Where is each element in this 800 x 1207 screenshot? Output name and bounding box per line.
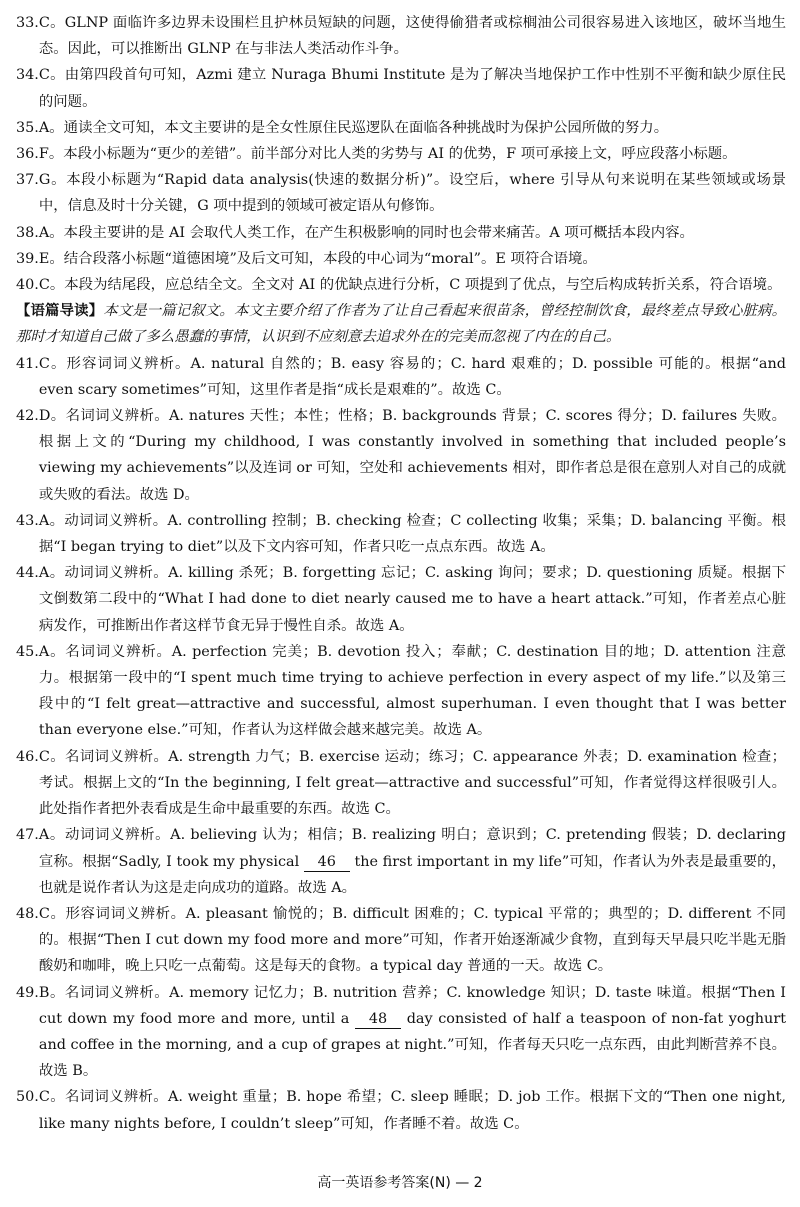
item-number: 40.	[16, 277, 39, 294]
item-number: 45.	[16, 643, 39, 660]
answer-item-42	[16, 403, 786, 508]
item-number: 48.	[16, 905, 39, 922]
page-footer: 高一英语参考答案(N) — 2	[317, 1175, 483, 1191]
answer-item-36	[16, 141, 786, 167]
item-number: 43.	[16, 512, 39, 529]
answer-item-48	[16, 901, 786, 980]
answer-item-41	[16, 351, 786, 403]
answer-item-44	[16, 560, 786, 639]
item-text-after-blank: the first important in my life”可知，作者认为外表是最重要的，也就是说作者认为这是走向成功的道路。故选 A。	[38, 853, 786, 896]
item-number: 35.	[16, 119, 39, 136]
blank-46: 46	[304, 853, 350, 872]
item-text: C。名词词义辨析。A. strength 力气；B. exercise 运动；练习；C. appearance 外表；D. examination 检查；考试。根据上文的“In the beginning, I felt great—attractive and successful”可知，作者觉得这样很吸引人。此处指作者把外表看成是生命中最重要的东西。故选 C。	[38, 748, 786, 818]
item-number: 47.	[16, 827, 39, 844]
item-text: E。结合段落小标题“道德困境”及后文可知，本段的中心词为“moral”。E 项符合语境。	[38, 250, 597, 267]
item-text: C。形容词词义辨析。A. natural 自然的；B. easy 容易的；C. hard 艰难的；D. possible 可能的。根据“and even scary sometimes”可知，这里作者是指“成长是艰难的”。故选 C。	[38, 355, 786, 398]
item-text: A。动词词义辨析。A. controlling 控制；B. checking 检查；C collecting 收集；采集；D. balancing 平衡。根据“I began trying to diet”以及下文内容可知，作者只吃一点点东西。故选 A。	[38, 512, 786, 556]
item-text: G。本段小标题为“Rapid data analysis(快速的数据分析)”。设空后，where 引导从句来说明在某些领域或场景中，信息及时十分关键，G 项中提到的领域可被定语从句修饰。	[38, 172, 786, 215]
answer-item-34	[16, 62, 786, 114]
item-number: 36.	[16, 146, 39, 163]
answer-item-35	[16, 115, 786, 141]
item-text: C。本段为结尾段，应总结全文。全文对 AI 的优缺点进行分析，C 项提到了优点，与空后构成转折关系，符合语境。	[38, 277, 782, 294]
answer-item-38	[16, 220, 786, 246]
answer-item-40	[16, 272, 786, 298]
item-text-before-blank: B。名词词义辨析。A. memory 记忆力；B. nutrition 营养；C. knowledge 知识；D. taste 味道。根据“Then I cut down my food more and more, until a	[38, 984, 786, 1027]
item-number: 38.	[16, 224, 39, 241]
item-text: A。通读全文可知，本文主要讲的是全女性原住民巡逻队在面临各种挑战时为保护公园所做的努力。	[38, 119, 669, 136]
item-text-after-blank: day consisted of half a teaspoon of non-fat yoghurt and coffee in the morning, and a cup of grapes at night.”可知，作者每天只吃一点东西，由此判断营养不良。故选 B。	[38, 1010, 786, 1080]
answer-item-47	[16, 822, 786, 901]
passage-guide	[16, 298, 786, 350]
answer-document	[16, 10, 786, 1137]
item-text: C。名词词义辨析。A. weight 重量；B. hope 希望；C. sleep 睡眠；D. job 工作。根据下文的“Then one night, like many nights before, I couldn’t sleep”可知，作者睡不着。故选 C。	[38, 1089, 786, 1132]
item-text: C。GLNP 面临许多边界未设围栏且护林员短缺的问题，这使得偷猎者或棕榈油公司很容易进入该地区，破坏当地生态。因此，可以推断出 GLNP 在与非法人类活动作斗争。	[38, 15, 786, 58]
item-text: C。由第四段首句可知，Azmi 建立 Nuraga Bhumi Institute 是为了解决当地保护工作中性别不平衡和缺少原住民的问题。	[38, 67, 786, 110]
answer-item-37	[16, 167, 786, 219]
item-text-before-blank: A。动词词义辨析。A. believing 认为；相信；B. realizing 明白；意识到；C. pretending 假装；D. declaring 宣称。根据“Sadly, I took my physical	[38, 827, 786, 870]
item-number: 41.	[16, 355, 39, 372]
item-text: D。名词词义辨析。A. natures 天性；本性；性格；B. backgrounds 背景；C. scores 得分；D. failures 失败。根据上文的“During my childhood, I was constantly involved in something that included people’s viewing my achievements”以及连词 or 可知，空处和 achievements 相对，即作者总是很在意别人对自己的成就或失败的看法。故选 D。	[38, 408, 786, 503]
item-text: A。名词词义辨析。A. perfection 完美；B. devotion 投入；奉献；C. destination 目的地；D. attention 注意力。根据第一段中的“I spent much time trying to achieve perfection in every aspect of my life.”以及第三段中的“I felt great—attractive and successful, almost superhuman. I even thought that I was better than everyone else.”可知，作者认为这样做会越来越完美。故选 A。	[38, 643, 786, 739]
blank-48: 48	[355, 1010, 401, 1029]
answer-item-45	[16, 639, 786, 744]
guide-tag: 【语篇导读】	[16, 303, 104, 320]
item-text: A。动词词义辨析。A. killing 杀死；B. forgetting 忘记；C. asking 询问；要求；D. questioning 质疑。根据下文倒数第二段中的“What I had done to diet nearly caused me to have a heart attack.”可知，作者差点心脏病发作，可推断出作者这样节食无异于慢性自杀。故选 A。	[38, 565, 786, 634]
answer-item-39	[16, 246, 786, 272]
item-text: A。本段主要讲的是 AI 会取代人类工作，在产生积极影响的同时也会带来痛苦。A 项可概括本段内容。	[38, 224, 694, 241]
item-text	[39, 980, 786, 1085]
answer-item-49	[16, 980, 786, 1085]
item-number: 44.	[16, 565, 39, 582]
item-number: 49.	[16, 984, 39, 1001]
item-number: 33.	[16, 15, 39, 31]
item-number: 34.	[16, 67, 39, 84]
answer-item-46	[16, 744, 786, 823]
item-number: 46.	[16, 748, 39, 765]
item-number: 37.	[16, 172, 39, 189]
item-text: F。本段小标题为“更少的差错”。前半部分对比人类的劣势与 AI 的优势，F 项可承接上文，呼应段落小标题。	[38, 146, 737, 163]
guide-text: 本文是一篇记叙文。本文主要介绍了作者为了让自己看起来很苗条，曾经控制饮食，最终差点导致心脏病。那时才知道自己做了多么愚蠢的事情，认识到不应刻意去追求外在的完美而忽视了内在的自己。	[16, 303, 786, 346]
item-number: 50.	[16, 1089, 39, 1106]
answer-item-33	[16, 10, 786, 62]
answer-item-43	[16, 508, 786, 560]
item-text: C。形容词词义辨析。A. pleasant 愉悦的；B. difficult 困难的；C. typical 平常的；典型的；D. different 不同的。根据“Then I cut down my food more and more”可知，作者开始逐渐减少食物，直到每天早晨只吃半匙无脂酸奶和咖啡，晚上只吃一点葡萄。这是每天的食物。a typical day 普通的一天。故选 C。	[38, 905, 786, 975]
answer-item-50	[16, 1084, 786, 1136]
item-number: 39.	[16, 250, 39, 267]
item-text	[39, 822, 786, 901]
item-number: 42.	[16, 408, 39, 425]
